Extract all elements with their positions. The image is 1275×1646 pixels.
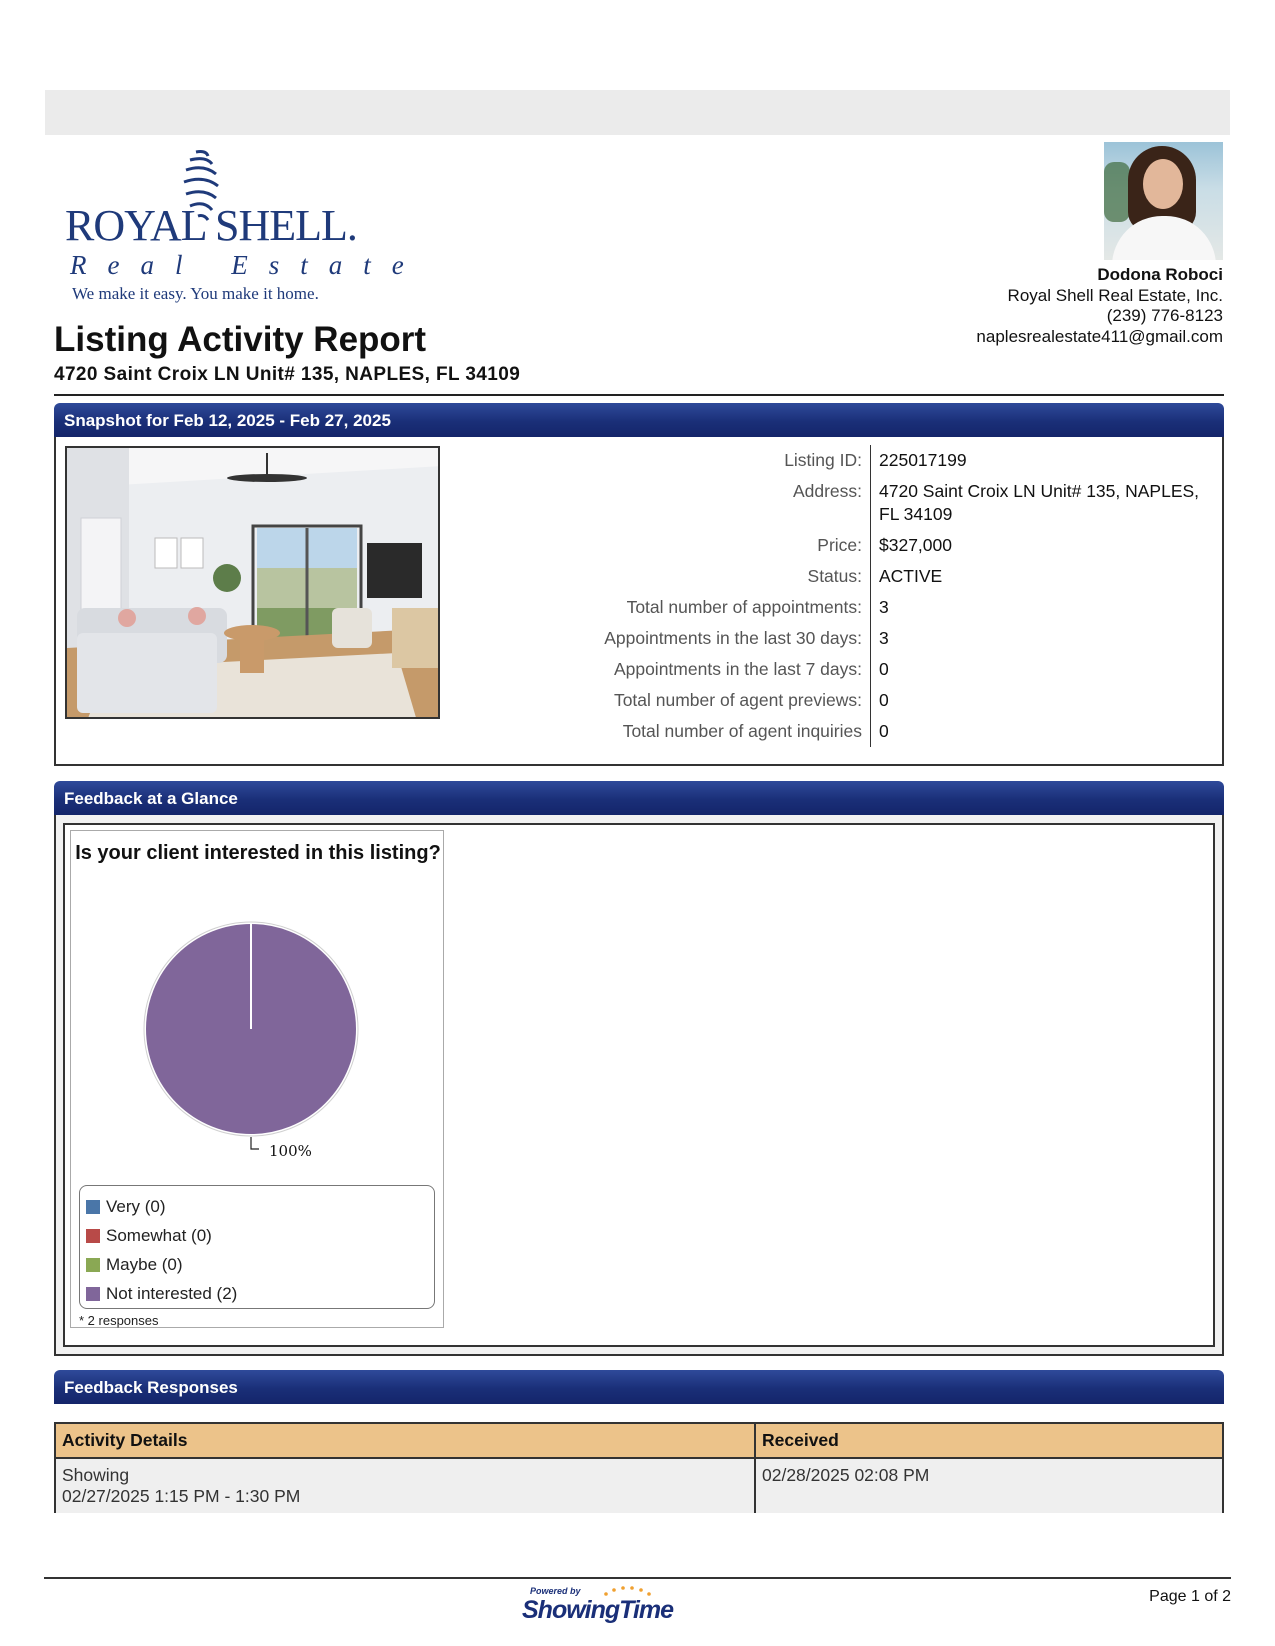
glance-header: Feedback at a Glance bbox=[54, 781, 1224, 815]
detail-label: Price: bbox=[511, 530, 871, 561]
responses-table bbox=[54, 1422, 1224, 1513]
detail-value: 4720 Saint Croix LN Unit# 135, NAPLES, FL 34109 bbox=[879, 481, 1200, 524]
page-number: Page 1 of 2 bbox=[1149, 1588, 1231, 1605]
showingtime-brand: ShowingTime bbox=[522, 1596, 674, 1624]
detail-row-agent-inquiries bbox=[511, 716, 1221, 747]
sunburst-icon bbox=[598, 1584, 658, 1598]
detail-label: Appointments in the last 30 days: bbox=[511, 623, 871, 654]
legend-label: Very (0) bbox=[106, 1196, 166, 1216]
received-cell: 02/28/2025 02:08 PM bbox=[755, 1458, 1223, 1513]
detail-label: Status: bbox=[511, 561, 871, 592]
detail-row-address bbox=[511, 476, 1221, 530]
legend-label: Somewhat (0) bbox=[106, 1225, 212, 1245]
detail-label: Appointments in the last 7 days: bbox=[511, 654, 871, 685]
powered-by-text: Powered by bbox=[530, 1586, 581, 1596]
detail-label: Total number of agent previews: bbox=[511, 685, 871, 716]
logo-brand-text: ROYAL SHELL. bbox=[65, 201, 357, 250]
detail-row-appointments-30-days bbox=[511, 623, 1221, 654]
activity-type: Showing bbox=[62, 1465, 130, 1485]
legend-swatch bbox=[86, 1229, 100, 1243]
legend-label: Maybe (0) bbox=[106, 1254, 183, 1274]
table-row bbox=[55, 1458, 1223, 1513]
legend-item bbox=[86, 1221, 428, 1250]
top-banner-bar bbox=[45, 90, 1230, 135]
detail-label: Address: bbox=[511, 476, 871, 530]
legend-swatch bbox=[86, 1287, 100, 1301]
detail-value: 0 bbox=[879, 659, 889, 679]
royal-shell-logo bbox=[60, 148, 425, 308]
legend-swatch bbox=[86, 1258, 100, 1272]
chart-legend bbox=[79, 1185, 435, 1309]
legend-item bbox=[86, 1192, 428, 1221]
column-header-received: Received bbox=[755, 1423, 1223, 1458]
table-header-row bbox=[55, 1423, 1223, 1458]
detail-row-price bbox=[511, 530, 1221, 561]
title-divider bbox=[54, 394, 1224, 396]
responses-note: * 2 responses bbox=[79, 1313, 159, 1328]
showingtime-logo bbox=[520, 1586, 674, 1626]
detail-value: $327,000 bbox=[879, 535, 952, 555]
agent-email: naplesrealestate411@gmail.com bbox=[976, 326, 1223, 346]
detail-value: 0 bbox=[879, 690, 889, 710]
pie-chart bbox=[71, 831, 445, 1171]
snapshot-header: Snapshot for Feb 12, 2025 - Feb 27, 2025 bbox=[54, 403, 1224, 437]
legend-item bbox=[86, 1250, 428, 1279]
detail-row-listing-id bbox=[511, 445, 1221, 476]
detail-label: Total number of agent inquiries bbox=[511, 716, 871, 747]
agent-photo bbox=[1104, 142, 1223, 260]
detail-row-total-appointments bbox=[511, 592, 1221, 623]
legend-label: Not interested (2) bbox=[106, 1283, 238, 1303]
agent-company: Royal Shell Real Estate, Inc. bbox=[1007, 285, 1223, 305]
responses-header: Feedback Responses bbox=[54, 1370, 1224, 1404]
legend-item bbox=[86, 1279, 428, 1308]
logo-subtitle: Real Estate bbox=[70, 250, 425, 280]
data-label-leader bbox=[251, 1137, 259, 1149]
pie-data-label: 100% bbox=[269, 1142, 312, 1160]
glance-panel bbox=[54, 815, 1224, 1356]
detail-label: Total number of appointments: bbox=[511, 592, 871, 623]
detail-row-agent-previews bbox=[511, 685, 1221, 716]
chart-title: Is your client interested in this listing? bbox=[75, 842, 441, 864]
snapshot-panel bbox=[54, 437, 1224, 766]
glance-inner-frame bbox=[63, 823, 1215, 1347]
report-title: Listing Activity Report bbox=[54, 320, 427, 359]
detail-value: 3 bbox=[879, 628, 889, 648]
detail-row-status bbox=[511, 561, 1221, 592]
detail-row-appointments-7-days bbox=[511, 654, 1221, 685]
activity-time: 02/27/2025 1:15 PM - 1:30 PM bbox=[62, 1486, 301, 1506]
column-header-activity: Activity Details bbox=[55, 1423, 755, 1458]
logo-tagline: We make it easy. You make it home. bbox=[72, 284, 319, 303]
detail-value: 0 bbox=[879, 721, 889, 741]
detail-value: ACTIVE bbox=[879, 566, 943, 586]
agent-name: Dodona Roboci bbox=[1097, 265, 1223, 284]
listing-details bbox=[511, 445, 1221, 747]
agent-phone: (239) 776-8123 bbox=[1106, 306, 1223, 325]
legend-swatch bbox=[86, 1200, 100, 1214]
report-address: 4720 Saint Croix LN Unit# 135, NAPLES, FL 34109 bbox=[54, 364, 521, 385]
agent-info bbox=[976, 265, 1223, 347]
footer-divider bbox=[44, 1577, 1231, 1579]
detail-label: Listing ID: bbox=[511, 445, 871, 476]
listing-photo bbox=[65, 446, 440, 719]
activity-cell bbox=[55, 1458, 755, 1513]
interest-chart-card bbox=[70, 830, 444, 1328]
detail-value: 3 bbox=[879, 597, 889, 617]
detail-value: 225017199 bbox=[879, 450, 967, 470]
